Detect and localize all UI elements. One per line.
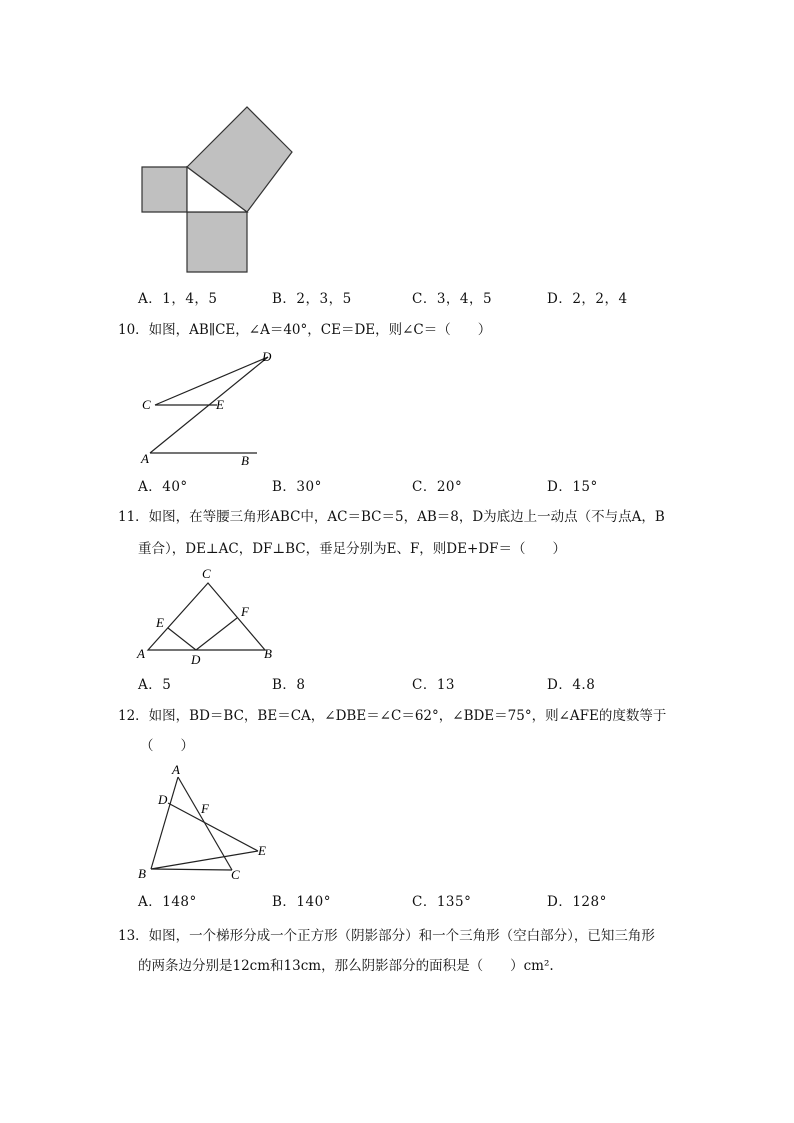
q11-label-a: A xyxy=(137,646,145,661)
q12-label-f: F xyxy=(201,801,209,816)
q11-option-d[interactable]: D．4.8 xyxy=(547,677,596,693)
q11-label-b: B xyxy=(264,646,272,661)
q13-stem-line1: 13．如图，一个梯形分成一个正方形（阴影部分）和一个三角形（空白部分），已知三角形 xyxy=(118,928,655,944)
q12-figure xyxy=(132,760,282,885)
q11-label-c: C xyxy=(202,566,211,581)
q10-label-e: E xyxy=(216,397,224,412)
q10-option-b[interactable]: B．30° xyxy=(272,479,322,495)
q11-stem-line1: 11．如图，在等腰三角形ABC中，AC＝BC＝5，AB＝8，D为底边上一动点（不与点A，B xyxy=(118,509,665,525)
q12-stem-line1: 12．如图，BD＝BC，BE＝CA，∠DBE＝∠C＝62°，∠BDE＝75°，则∠AFE的度数等于 xyxy=(118,708,667,724)
q9-option-a[interactable]: A．1，4，5 xyxy=(138,291,218,307)
q13-stem-line2: 的两条边分别是12cm和13cm，那么阴影部分的面积是（ ）cm². xyxy=(138,958,554,974)
q9-option-c[interactable]: C．3，4，5 xyxy=(412,291,493,307)
q12-option-c[interactable]: C．135° xyxy=(412,894,472,910)
q10-figure xyxy=(135,345,285,470)
q12-label-a: A xyxy=(172,762,180,777)
q9-option-d[interactable]: D．2，2，4 xyxy=(547,291,628,307)
q12-label-b: B xyxy=(138,866,146,881)
q11-option-c[interactable]: C．13 xyxy=(412,677,456,693)
q10-label-d: D xyxy=(262,349,272,364)
q10-label-c: C xyxy=(142,397,151,412)
q10-option-d[interactable]: D．15° xyxy=(547,479,598,495)
q10-label-a: A xyxy=(141,451,149,466)
q9-option-b[interactable]: B．2，3，5 xyxy=(272,291,352,307)
q11-figure xyxy=(130,563,280,668)
q12-stem-line2: （ ） xyxy=(140,738,194,754)
q10-label-b: B xyxy=(241,453,249,468)
q9-figure xyxy=(130,100,305,280)
q9-square-left xyxy=(142,167,187,212)
q11-label-d: D xyxy=(191,652,201,667)
q12-option-d[interactable]: D．128° xyxy=(547,894,607,910)
q11-label-e: E xyxy=(156,615,164,630)
q12-option-a[interactable]: A．148° xyxy=(138,894,197,910)
q12-label-c: C xyxy=(231,867,240,882)
q11-option-a[interactable]: A．5 xyxy=(138,677,172,693)
q9-square-bottom xyxy=(187,212,247,272)
q12-label-d: D xyxy=(158,792,168,807)
q10-option-c[interactable]: C．20° xyxy=(412,479,463,495)
q11-option-b[interactable]: B．8 xyxy=(272,677,306,693)
q12-label-e: E xyxy=(258,843,266,858)
q11-label-f: F xyxy=(241,604,249,619)
q10-option-a[interactable]: A．40° xyxy=(138,479,188,495)
q11-stem-line2: 重合），DE⊥AC，DF⊥BC，垂足分别为E、F，则DE+DF＝（ ） xyxy=(138,541,566,557)
q12-option-b[interactable]: B．140° xyxy=(272,894,331,910)
q10-stem: 10．如图，AB∥CE，∠A＝40°，CE＝DE，则∠C＝（ ） xyxy=(118,322,492,338)
